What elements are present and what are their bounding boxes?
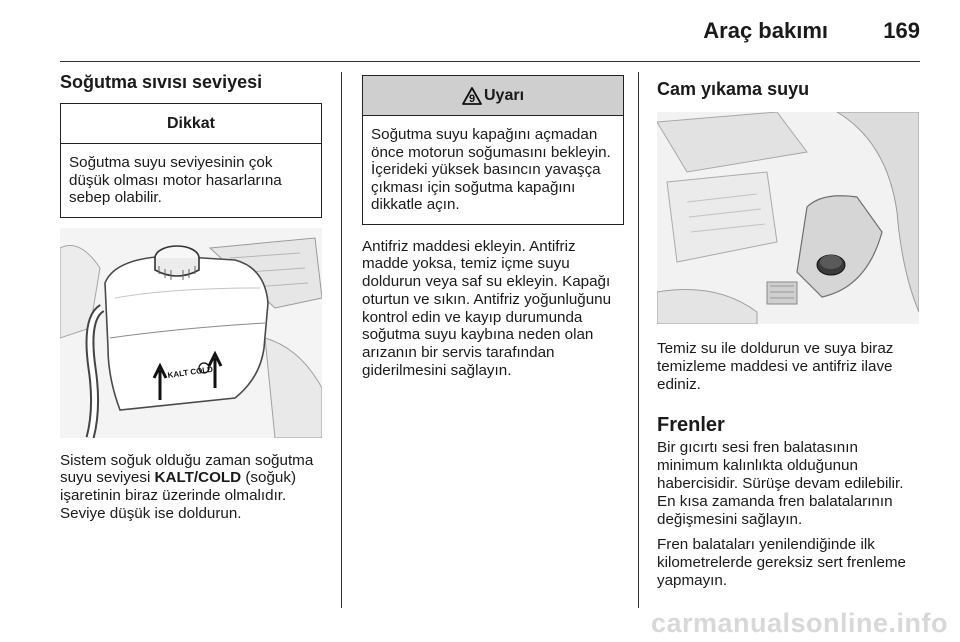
caution-text: Soğutma suyu seviyesinin çok düşük olması motor hasarlarına sebep olabilir. xyxy=(69,154,282,206)
brakes-paragraph-2: Fren balataları yenilendiğinde ilk kilometrelerde gereksiz sert frenleme yapmayın. xyxy=(657,536,906,589)
warning-text: Soğutma suyu kapağını açmadan önce motorun soğumasını bekleyin. İçerideki yüksek basıncın yavaşça çıkması için soğutma kapağını dikkatle açın. xyxy=(371,126,611,213)
warning-header xyxy=(363,76,623,116)
kalt-cold-label: KALT/COLD xyxy=(154,469,242,487)
brakes-paragraph-1: Bir gıcırtı sesi fren balatasının minimum kalınlıkta olduğunun habercisidir. Sürüşe devam edilebilir. En kısa zamanda fren balatalarının değişmesini sağlayın. xyxy=(657,439,904,528)
warning-title: Uyarı xyxy=(483,86,525,104)
column-2 xyxy=(362,70,624,380)
caution-title: Dikkat xyxy=(61,104,321,144)
washer-fluid-paragraph: Temiz su ile doldurun ve suya biraz temizleme maddesi ve antifriz ilave ediniz. xyxy=(657,340,894,393)
coolant-level-heading: Soğutma sıvısı seviyesi xyxy=(60,72,263,92)
svg-text:9: 9 xyxy=(468,92,476,105)
column-1 xyxy=(60,70,322,523)
washer-fluid-heading: Cam yıkama suyu xyxy=(657,79,810,99)
watermark: carmanualsonline.info xyxy=(650,608,948,638)
antifreeze-paragraph: Antifriz maddesi ekleyin. Antifriz madde yoksa, temiz içme suyu doldurun veya saf su ekleyin. Kapağı oturtun ve sıkın. Antifriz yoğunluğunu kontrol edin ve kayıp durumunda soğutma suyu kaybına neden olan arızanın bir servis tarafından giderilmesini sağlayın. xyxy=(362,237,612,380)
column-3 xyxy=(657,70,922,590)
warning-box xyxy=(362,75,624,225)
warning-triangle-icon xyxy=(462,87,482,105)
column-divider-1 xyxy=(341,72,342,608)
caution-box xyxy=(60,103,322,218)
coolant-level-paragraph: Sistem soğuk olduğu zaman soğutma suyu seviyesi KALT/COLD (soğuk) işaretinin biraz üzerinde olmalıdır. Seviye düşük ise doldurun. xyxy=(60,451,314,522)
washer-reservoir-illustration xyxy=(657,112,919,324)
page-number: 169 xyxy=(883,18,920,43)
page-header xyxy=(60,0,920,62)
brakes-heading: Frenler xyxy=(657,414,725,437)
kalt-cold-mark: KALT COLD xyxy=(167,364,214,380)
column-divider-2 xyxy=(638,72,639,608)
coolant-reservoir-illustration xyxy=(60,228,322,438)
chapter-title: Araç bakımı xyxy=(703,18,828,43)
